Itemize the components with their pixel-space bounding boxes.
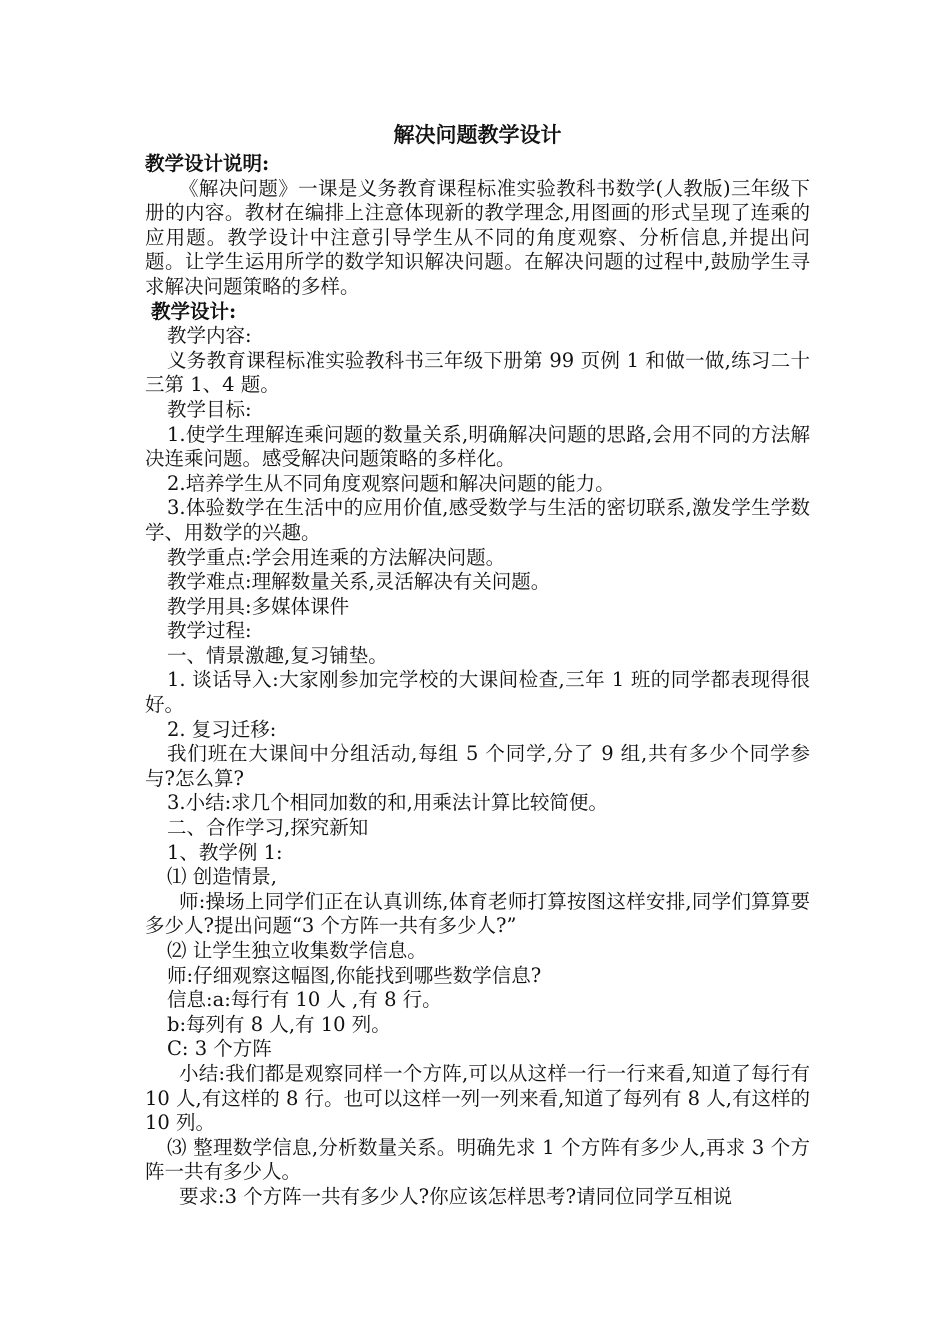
body-paragraph: 1.使学生理解连乘问题的数量关系,明确解决问题的思路,会用不同的方法解决连乘问题。感受解决问题策略的多样化。 <box>145 422 810 471</box>
body-paragraph: 1. 谈话导入:大家刚参加完学校的大课间检查,三年 1 班的同学都表现得很好。 <box>145 668 810 717</box>
body-paragraph: C: 3 个方阵 <box>167 1037 272 1061</box>
body-paragraph: 师:仔细观察这幅图,你能找到哪些数学信息? <box>167 963 542 987</box>
body-paragraph: 我们班在大课间中分组活动,每组 5 个同学,分了 9 组,共有多少个同学参与?怎么算? <box>145 742 810 790</box>
section-heading: 教学设计: <box>151 299 237 323</box>
body-paragraph: 教学过程: <box>167 619 252 643</box>
body-paragraph: 教学目标: <box>167 397 252 421</box>
body-paragraph: 要求:3 个方阵一共有多少人?你应该怎样思考?请同位同学互相说 <box>179 1184 733 1208</box>
section-heading: 教学设计说明: <box>145 152 270 175</box>
document-body <box>145 152 810 1210</box>
body-paragraph: 信息:a:每行有 10 人 ,有 8 行。 <box>167 988 442 1012</box>
body-paragraph: 1、教学例 1: <box>167 840 283 864</box>
document-title: 解决问题教学设计 <box>393 122 562 147</box>
body-paragraph: 3.小结:求几个相同加数的和,用乘法计算比较简便。 <box>167 791 608 815</box>
body-paragraph: 教学内容: <box>167 324 252 348</box>
body-paragraph: 一、情景激趣,复习铺垫。 <box>167 643 388 667</box>
body-paragraph: 小结:我们都是观察同样一个方阵,可以从这样一行一行来看,知道了每行有 10 人,有这样的 8 行。也可以这样一列一列来看,知道了每列有 8 人,有这样的 10 列。 <box>145 1061 810 1135</box>
body-paragraph: 3.体验数学在生活中的应用价值,感受数学与生活的密切联系,激发学生学数学、用数学的兴趣。 <box>145 496 810 544</box>
body-paragraph: 师:操场上同学们正在认真训练,体育老师打算按图这样安排,同学们算算要多少人?提出问题“3 个方阵一共有多少人?” <box>145 889 810 938</box>
body-paragraph: ⑴ 创造情景, <box>167 865 277 889</box>
body-paragraph: b:每列有 8 人,有 10 列。 <box>167 1012 391 1036</box>
body-paragraph: 2. 复习迁移: <box>167 717 277 741</box>
body-paragraph: 义务教育课程标准实验教科书三年级下册第 99 页例 1 和做一做,练习二十三第 1、4 题。 <box>145 348 810 397</box>
body-paragraph: 2.培养学生从不同角度观察问题和解决问题的能力。 <box>167 471 615 495</box>
body-paragraph: 教学重点:学会用连乘的方法解决问题。 <box>167 545 506 569</box>
body-paragraph: 教学难点:理解数量关系,灵活解决有关问题。 <box>167 570 551 594</box>
body-paragraph: ⑵ 让学生独立收集数学信息。 <box>167 939 427 962</box>
body-paragraph: 教学用具:多媒体课件 <box>167 594 350 618</box>
document-page <box>145 120 810 1210</box>
body-paragraph: ⑶ 整理数学信息,分析数量关系。明确先求 1 个方阵有多少人,再求 3 个方阵一共有多少人。 <box>145 1135 810 1184</box>
body-paragraph: 二、合作学习,探究新知 <box>167 816 369 840</box>
body-paragraph: 《解决问题》一课是义务教育课程标准实验教科书数学(人教版)三年级下册的内容。教材在编排上注意体现新的教学理念,用图画的形式呈现了连乘的应用题。教学设计中注意引导学生从不同的角度观察、分析信息,并提出问题。让学生运用所学的数学知识解决问题。在解决问题的过程中,鼓励学生寻求解决问题策略的多样。 <box>145 176 810 298</box>
